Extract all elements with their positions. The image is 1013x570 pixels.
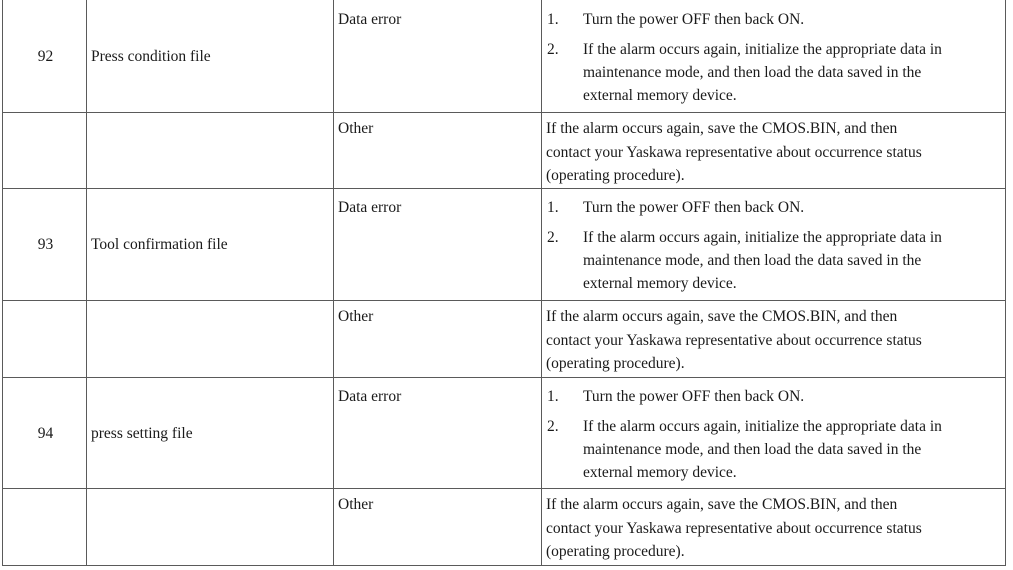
other-remedy-text: contact your Yaskawa representative about occurrence status (546, 519, 922, 537)
table-column-divider (333, 0, 334, 566)
step-number: 2. (547, 229, 559, 246)
step-text: maintenance mode, and then load the data saved in the (583, 64, 922, 81)
table-row-divider (2, 300, 1006, 301)
step-number: 1. (547, 388, 559, 405)
table-row-divider (2, 188, 1006, 189)
other-remedy-text: (operating procedure). (546, 167, 685, 184)
step-text: maintenance mode, and then load the data saved in the (583, 252, 922, 269)
step-text: Turn the power OFF then back ON. (583, 388, 805, 405)
step-text: If the alarm occurs again, initialize the appropriate data in (583, 41, 942, 58)
alarm-number: 92 (37, 48, 54, 65)
data-error-label: Data error (338, 11, 402, 28)
step-text: external memory device. (583, 275, 737, 292)
other-remedy-text: If the alarm occurs again, save the CMOS.BIN, and then (546, 496, 898, 513)
other-remedy-text: If the alarm occurs again, save the CMOS.BIN, and then (546, 120, 898, 137)
table-row-divider (2, 488, 1006, 489)
table-column-divider (541, 0, 542, 566)
table-row-divider (2, 565, 1006, 566)
other-remedy-text: contact your Yaskawa representative about occurrence status (546, 331, 922, 349)
other-remedy-text: If the alarm occurs again, save the CMOS.BIN, and then (546, 308, 898, 325)
step-number: 1. (547, 11, 559, 28)
other-remedy-text: (operating procedure). (546, 543, 685, 560)
data-error-label: Data error (338, 199, 402, 216)
step-number: 1. (547, 199, 559, 216)
other-label: Other (338, 308, 374, 325)
file-name: press setting file (91, 425, 193, 442)
step-text: external memory device. (583, 464, 737, 481)
alarm-number: 93 (37, 236, 54, 253)
file-name: Press condition file (91, 48, 211, 65)
step-text: external memory device. (583, 87, 737, 104)
step-text: maintenance mode, and then load the data saved in the (583, 441, 922, 458)
step-number: 2. (547, 41, 559, 58)
table-column-divider (1005, 0, 1006, 566)
other-remedy-text: (operating procedure). (546, 355, 685, 372)
step-number: 2. (547, 418, 559, 435)
file-name: Tool confirmation file (91, 236, 228, 253)
table-column-divider (2, 0, 3, 566)
other-label: Other (338, 120, 374, 137)
step-text: Turn the power OFF then back ON. (583, 11, 805, 28)
other-label: Other (338, 496, 374, 513)
alarm-number: 94 (37, 425, 54, 442)
table-column-divider (86, 0, 87, 566)
other-remedy-text: contact your Yaskawa representative about occurrence status (546, 143, 922, 161)
step-text: If the alarm occurs again, initialize the appropriate data in (583, 229, 942, 246)
data-error-label: Data error (338, 388, 402, 405)
step-text: If the alarm occurs again, initialize the appropriate data in (583, 418, 942, 435)
table-row-divider (2, 377, 1006, 378)
step-text: Turn the power OFF then back ON. (583, 199, 805, 216)
table-row-divider (2, 112, 1006, 113)
